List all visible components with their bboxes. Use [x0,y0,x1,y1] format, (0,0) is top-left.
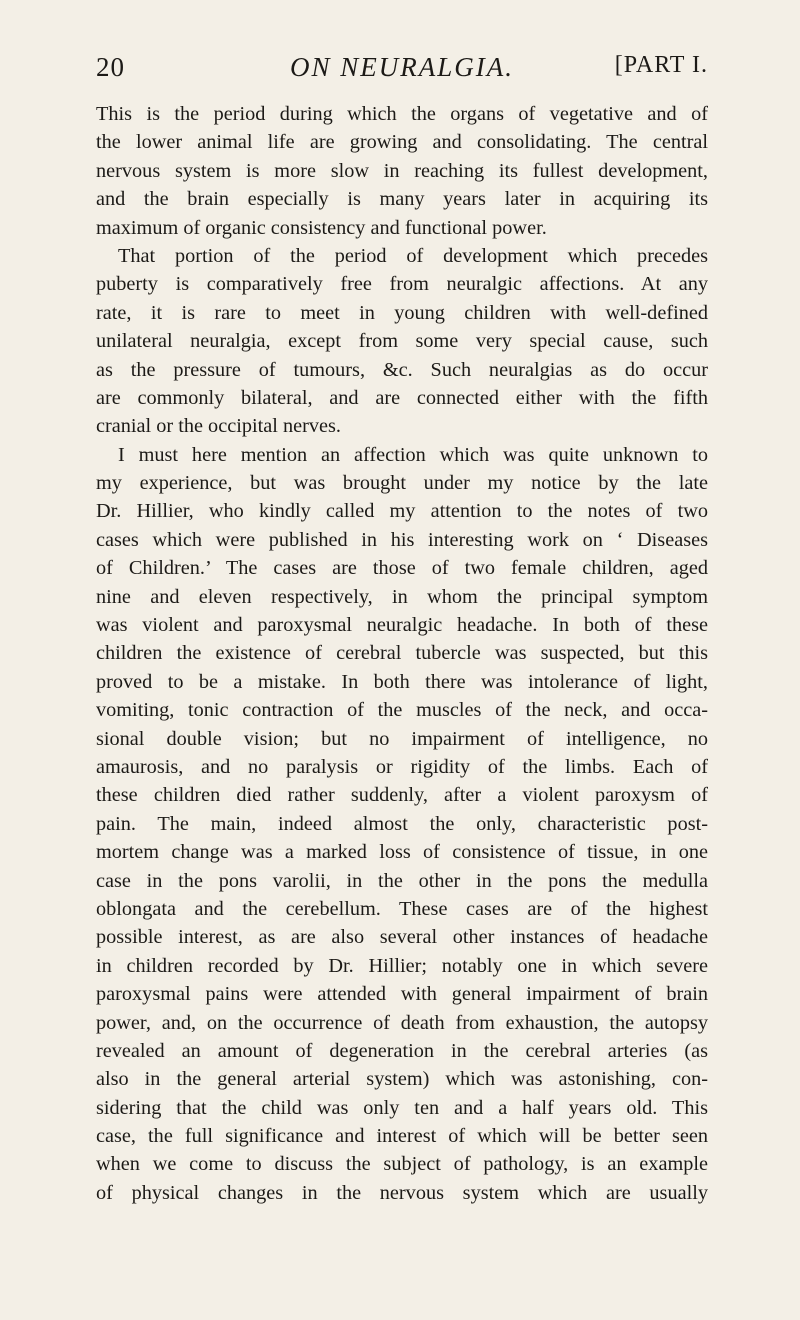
text-line: pain. The main, indeed almost the only, characteristic post- [96,812,708,835]
text-line: also in the general arterial system) which was astonishing, con- [96,1068,708,1091]
text-line: was violent and paroxysmal neuralgic headache. In both of these [96,614,708,637]
part-indicator: [PART I. [614,52,708,78]
text-line: I must here mention an affection which was quite unknown to [118,443,708,466]
running-title: ON NEURALGIA. [290,52,514,82]
text-line: unilateral neuralgia, except from some very special cause, such [96,330,708,353]
text-line: nine and eleven respectively, in whom the principal symptom [96,585,708,608]
text-line: case, the full significance and interest of which will be better seen [96,1125,708,1148]
text-line: when we come to discuss the subject of pathology, is an example [96,1153,708,1176]
text-line: nervous system is more slow in reaching its fullest development, [96,159,708,182]
text-line: these children died rather suddenly, after a violent paroxysm of [96,784,708,807]
running-header [96,52,708,86]
text-line: the lower animal life are growing and consolidating. The central [96,131,708,154]
text-line: children the existence of cerebral tubercle was suspected, but this [96,642,708,665]
text-line: and the brain especially is many years later in acquiring its [96,188,708,211]
text-line: puberty is comparatively free from neuralgic affections. At any [96,273,708,296]
text-line: sional double vision; but no impairment of intelligence, no [96,727,708,750]
text-line: That portion of the period of development which precedes [118,244,708,267]
body-text [96,100,708,1207]
text-line: amaurosis, and no paralysis or rigidity of the limbs. Each of [96,755,708,778]
page-number: 20 [96,52,125,82]
text-line: vomiting, tonic contraction of the muscles of the neck, and occa- [96,699,708,722]
text-line: are commonly bilateral, and are connected either with the fifth [96,386,708,409]
text-line: Dr. Hillier, who kindly called my attention to the notes of two [96,500,708,523]
text-line: oblongata and the cerebellum. These cases are of the highest [96,897,708,920]
text-line: This is the period during which the organs of vegetative and of [96,103,708,125]
text-line: cases which were published in his interesting work on ‘ Diseases [96,528,708,551]
text-line: cranial or the occipital nerves. [96,415,341,438]
text-line: mortem change was a marked loss of consistence of tissue, in one [96,841,708,864]
text-line: rate, it is rare to meet in young children with well-defined [96,301,708,324]
text-line: sidering that the child was only ten and a half years old. This [96,1096,708,1119]
text-line: maximum of organic consistency and functional power. [96,216,547,239]
text-line: case in the pons varolii, in the other in the pons the medulla [96,869,708,892]
text-line: power, and, on the occurrence of death from exhaustion, the autopsy [96,1011,708,1034]
text-line: in children recorded by Dr. Hillier; notably one in which severe [96,954,708,977]
text-line: as the pressure of tumours, &c. Such neuralgias as do occur [96,358,708,381]
text-line: revealed an amount of degeneration in the cerebral arteries (as [96,1039,708,1062]
text-line: of Children.’ The cases are those of two female children, aged [96,557,708,580]
text-line: my experience, but was brought under my notice by the late [96,472,708,495]
text-line: proved to be a mistake. In both there was intolerance of light, [96,670,708,693]
text-line: paroxysmal pains were attended with general impairment of brain [96,983,708,1006]
text-line: possible interest, as are also several other instances of headache [96,926,708,949]
text-line: of physical changes in the nervous system which are usually [96,1181,708,1204]
